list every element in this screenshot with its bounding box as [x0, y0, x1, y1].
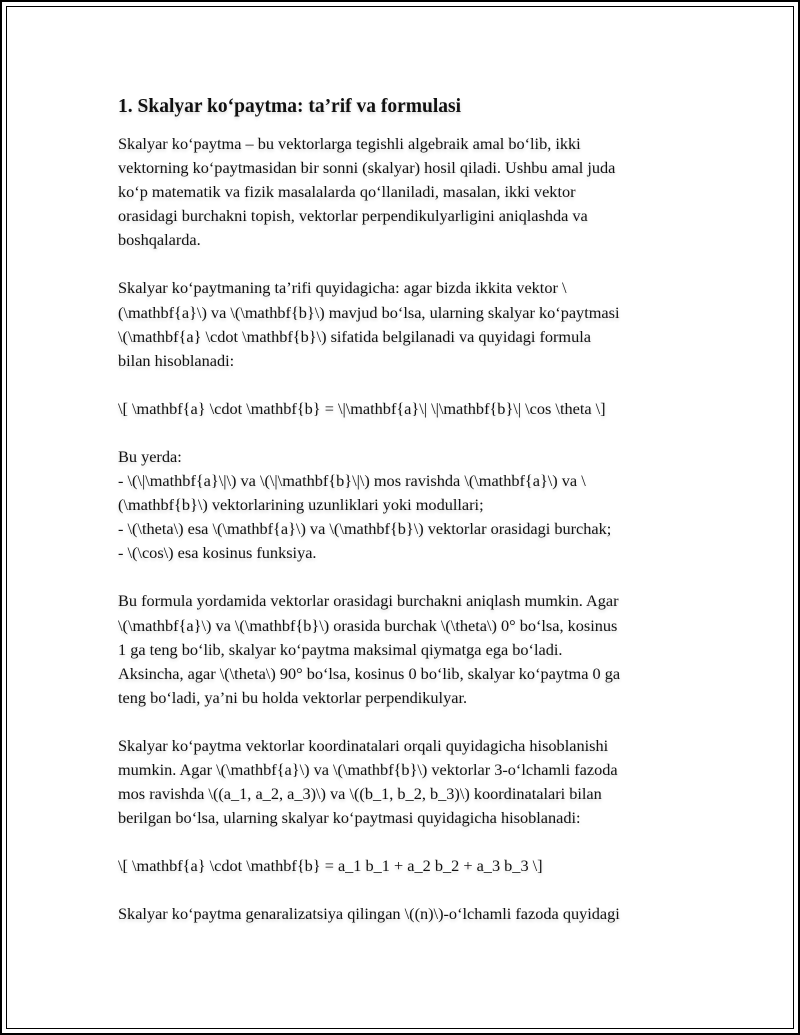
section-heading: 1. Skalyar ko‘paytma: ta’rif va formulasi	[118, 96, 462, 117]
formula-dot-product-coordinates: \[ \mathbf{a} \cdot \mathbf{b} = a_1 b_1 + a_2 b_2 + a_3 b_3 \]	[118, 856, 543, 876]
paragraph-angle-explanation: Bu formula yordamida vektorlar orasidagi burchakni aniqlash mumkin. Agar \(\mathbf{a}\) va \(\mathbf{b}\) orasida burchak \(\theta\) 0° bo‘lsa, kosinus 1 ga teng bo‘lib, skalyar ko‘paytma maksimal qiymatga ega bo‘ladi. Aksincha, agar \(\theta\) 90° bo‘lsa, kosinus 0 bo‘lib, skalyar ko‘paytma 0 ga teng bo‘ladi, ya’ni bu holda vektorlar perpendikulyar.	[118, 591, 621, 707]
paragraph-generalization: Skalyar ko‘paytma genaralizatsiya qilingan \((n)\)-o‘lchamli fazoda quyidagi	[118, 904, 620, 924]
paragraph-intro: Skalyar ko‘paytma – bu vektorlarga tegishli algebraik amal bo‘lib, ikki vektorning ko‘paytmasidan bir sonni (skalyar) hosil qiladi. Ushbu amal juda ko‘p matematik va fizik masalalarda qo‘llaniladi, masalan, ikki vektor orasidagi burchakni topish, vektorlar perpendikulyarligini aniqlashda va boshqalarda.	[118, 134, 616, 250]
paragraph-definition: Skalyar ko‘paytmaning ta’rifi quyidagicha: agar bizda ikkita vektor \ (\mathbf{a}\) va \(\mathbf{b}\) mavjud bo‘lsa, ularning skalyar ko‘paytmasi \(\mathbf{a} \cdot \mathbf{b}\) sifatida belgilanadi va quyidagi formula bilan hisoblanadi:	[118, 278, 620, 370]
paragraph-where-list: Bu yerda: - \(\|\mathbf{a}\|\) va \(\|\mathbf{b}\|\) mos ravishda \(\mathbf{a}\) va \ (\mathbf{b}\) vektorlarining uzunliklari yoki modullari; - \(\theta\) esa \(\mathbf{a}\) va \(\mathbf{b}\) vektorlar orasidagi burchak; - \(\cos\) esa kosinus funksiya.	[118, 446, 612, 563]
paragraph-coordinates: Skalyar ko‘paytma vektorlar koordinatalari orqali quyidagicha hisoblanishi mumkin. Agar \(\mathbf{a}\) va \(\mathbf{b}\) vektorlar 3-o‘lchamli fazoda mos ravishda \((a_1, a_2, a_3)\) va \((b_1, b_2, b_3)\) koordinatalari bilan berilgan bo‘lsa, ularning skalyar ko‘paytmasi quyidagicha hisoblanadi:	[118, 735, 618, 828]
formula-dot-product-angle: \[ \mathbf{a} \cdot \mathbf{b} = \|\mathbf{a}\| \|\mathbf{b}\| \cos \theta \]	[118, 398, 606, 418]
document-body	[118, 94, 698, 926]
